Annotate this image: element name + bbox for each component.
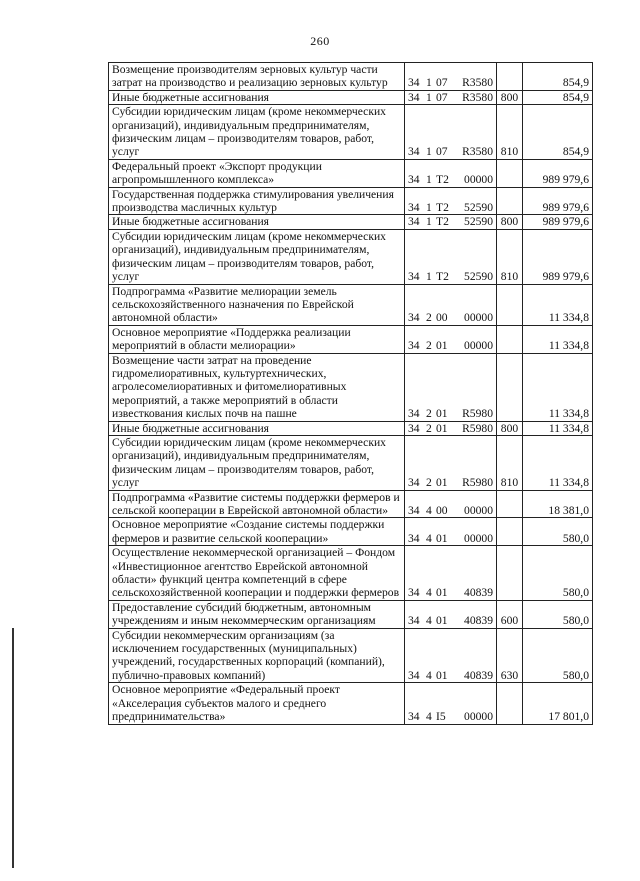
code-part: 2 — [426, 407, 432, 421]
amount-cell: 11 334,8 — [523, 325, 593, 353]
amount-cell: 11 334,8 — [523, 435, 593, 490]
code-part: 07 — [436, 76, 448, 90]
expense-type-cell — [497, 683, 523, 724]
code-part: 00000 — [464, 504, 493, 517]
code-part: 01 — [436, 421, 448, 435]
expense-name-cell: Подпрограмма «Развитие мелиорации земель сельскохозяйственного назначения по Еврейской автономной области» — [109, 284, 405, 325]
target-article-code — [408, 270, 493, 283]
expense-type-cell: 810 — [497, 229, 523, 284]
table-row — [109, 600, 593, 628]
code-part: 52590 — [464, 270, 493, 284]
code-part: 1 — [426, 145, 432, 159]
amount-cell: 580,0 — [523, 546, 593, 601]
expense-name-cell: Основное мероприятие «Создание системы поддержки фермеров и развитие сельской кооперации» — [109, 518, 405, 546]
code-part: 2 — [426, 311, 432, 325]
code-part: 1 — [426, 173, 432, 187]
code-part: 40839 — [464, 614, 493, 628]
target-article-code — [408, 532, 493, 545]
budget-table-body — [109, 63, 593, 725]
code-part: 00000 — [464, 311, 493, 325]
target-article-cell — [405, 229, 497, 284]
target-article-cell — [405, 90, 497, 104]
amount-cell: 989 979,6 — [523, 229, 593, 284]
expense-name-cell: Подпрограмма «Развитие системы поддержки фермеров и сельской кооперации в Еврейской автономной области» — [109, 490, 405, 518]
target-article-cell — [405, 284, 497, 325]
code-part: 4 — [426, 586, 432, 600]
expense-type-cell — [497, 353, 523, 421]
target-article-code — [408, 215, 493, 228]
expense-type-cell — [497, 546, 523, 601]
expense-name-cell: Федеральный проект «Экспорт продукции агропромышленного комплекса» — [109, 159, 405, 187]
target-article-code — [408, 339, 493, 352]
expense-type-cell: 800 — [497, 90, 523, 104]
code-part: T2 — [436, 270, 449, 284]
expense-type-cell — [497, 518, 523, 546]
code-part: 34 — [408, 710, 420, 724]
code-part: T2 — [436, 215, 449, 229]
code-part: 34 — [408, 311, 420, 325]
amount-cell: 17 801,0 — [523, 683, 593, 724]
target-article-code — [408, 710, 493, 723]
expense-name-cell: Основное мероприятие «Федеральный проект «Акселерация субъектов малого и среднего предпринимательства» — [109, 683, 405, 724]
target-article-cell — [405, 628, 497, 683]
code-part: 2 — [426, 339, 432, 353]
code-part: 01 — [436, 407, 448, 421]
expense-name-cell: Субсидии некоммерческим организациям (за исключением государственных (муниципальных) учреждений, государственных корпораций (компаний), публично-правовых компаний) — [109, 628, 405, 683]
amount-cell: 11 334,8 — [523, 421, 593, 435]
amount-cell: 854,9 — [523, 63, 593, 91]
table-row — [109, 284, 593, 325]
table-row — [109, 628, 593, 683]
code-part: T2 — [436, 201, 449, 215]
amount-cell: 854,9 — [523, 90, 593, 104]
expense-name-cell: Возмещение части затрат на проведение гидромелиоративных, культуртехнических, агролесомелиоративных и фитомелиоративных мероприятий, а также мероприятий в области известкования кислых почв на пашне — [109, 353, 405, 421]
table-row — [109, 325, 593, 353]
code-part: 34 — [408, 145, 420, 159]
expense-type-cell: 800 — [497, 215, 523, 229]
code-part: 34 — [408, 668, 420, 682]
code-part: 34 — [408, 215, 420, 229]
expense-type-cell: 810 — [497, 435, 523, 490]
code-part: 01 — [436, 339, 448, 353]
code-part: 40839 — [464, 668, 493, 682]
amount-cell: 11 334,8 — [523, 284, 593, 325]
code-part: 34 — [408, 76, 420, 90]
expense-type-cell: 810 — [497, 105, 523, 160]
code-part: 34 — [408, 90, 420, 104]
table-row — [109, 490, 593, 518]
target-article-cell — [405, 490, 497, 518]
code-part: 07 — [436, 145, 448, 159]
code-part: 4 — [426, 668, 432, 682]
amount-cell: 989 979,6 — [523, 215, 593, 229]
code-part: 1 — [426, 215, 432, 229]
target-article-code — [408, 201, 493, 214]
table-row — [109, 63, 593, 91]
target-article-cell — [405, 518, 497, 546]
code-part: 52590 — [464, 201, 493, 215]
code-part: 34 — [408, 531, 420, 545]
margin-rule — [12, 628, 14, 868]
target-article-code — [408, 614, 493, 627]
table-row — [109, 546, 593, 601]
code-part: 4 — [426, 614, 432, 628]
table-row — [109, 421, 593, 435]
code-part: 01 — [436, 476, 448, 490]
code-part: 34 — [408, 586, 420, 600]
expense-type-cell — [497, 490, 523, 518]
code-part: 1 — [426, 76, 432, 90]
code-part: 34 — [408, 173, 420, 187]
code-part: 34 — [408, 504, 420, 517]
table-row — [109, 187, 593, 215]
code-part: 4 — [426, 531, 432, 545]
code-part: R3580 — [462, 145, 493, 159]
expense-name-cell: Субсидии юридическим лицам (кроме некоммерческих организаций), индивидуальным предпринимателям, физическим лицам – производителям товаров, работ, услуг — [109, 229, 405, 284]
expense-name-cell: Субсидии юридическим лицам (кроме некоммерческих организаций), индивидуальным предпринимателям, физическим лицам – производителям товаров, работ, услуг — [109, 105, 405, 160]
code-part: R5980 — [462, 421, 493, 435]
target-article-code — [408, 669, 493, 682]
expense-type-cell — [497, 325, 523, 353]
code-part: 1 — [426, 270, 432, 284]
expense-name-cell: Основное мероприятие «Поддержка реализации мероприятий в области мелиорации» — [109, 325, 405, 353]
target-article-cell — [405, 159, 497, 187]
target-article-cell — [405, 353, 497, 421]
code-part: 40839 — [464, 586, 493, 600]
target-article-code — [408, 76, 493, 89]
code-part: 34 — [408, 614, 420, 628]
code-part: 34 — [408, 201, 420, 215]
target-article-code — [408, 476, 493, 489]
table-row — [109, 518, 593, 546]
target-article-cell — [405, 600, 497, 628]
code-part: 2 — [426, 421, 432, 435]
code-part: T2 — [436, 173, 449, 187]
code-part: 34 — [408, 421, 420, 435]
page-number: 260 — [310, 34, 330, 48]
table-row — [109, 229, 593, 284]
target-article-cell — [405, 187, 497, 215]
code-part: 07 — [436, 90, 448, 104]
expense-name-cell: Субсидии юридическим лицам (кроме некоммерческих организаций), индивидуальным предпринимателям, физическим лицам – производителям товаров, работ, услуг — [109, 435, 405, 490]
amount-cell: 989 979,6 — [523, 159, 593, 187]
expense-name-cell: Возмещение производителям зерновых культур части затрат на производство и реализацию зерновых культур — [109, 63, 405, 91]
target-article-code — [408, 311, 493, 324]
code-part: 01 — [436, 668, 448, 682]
amount-cell: 854,9 — [523, 105, 593, 160]
table-row — [109, 215, 593, 229]
code-part: 00 — [436, 311, 448, 325]
code-part: 34 — [408, 407, 420, 421]
amount-cell: 580,0 — [523, 600, 593, 628]
expense-name-cell: Иные бюджетные ассигнования — [109, 90, 405, 104]
expense-name-cell: Государственная поддержка стимулирования увеличения производства масличных культур — [109, 187, 405, 215]
code-part: I5 — [436, 710, 446, 724]
target-article-code — [408, 422, 493, 435]
amount-cell: 18 381,0 — [523, 490, 593, 518]
code-part: 1 — [426, 90, 432, 104]
expense-type-cell — [497, 187, 523, 215]
table-row — [109, 353, 593, 421]
code-part: 52590 — [464, 215, 493, 229]
expense-type-cell — [497, 63, 523, 91]
code-part: 00000 — [464, 710, 493, 724]
code-part: R3580 — [462, 76, 493, 90]
code-part: R5980 — [462, 476, 493, 490]
amount-cell: 989 979,6 — [523, 187, 593, 215]
expense-name-cell: Осуществление некоммерческой организацией – Фондом «Инвестиционное агентство Еврейской автономной области» функций центра компетенций в сфере сельскохозяйственной кооперации и поддержки фермеров — [109, 546, 405, 601]
target-article-code — [408, 407, 493, 420]
code-part: 01 — [436, 586, 448, 600]
expense-type-cell — [497, 284, 523, 325]
target-article-code — [408, 173, 493, 186]
code-part: 00000 — [464, 173, 493, 187]
target-article-cell — [405, 215, 497, 229]
expense-name-cell: Иные бюджетные ассигнования — [109, 421, 405, 435]
expense-type-cell: 800 — [497, 421, 523, 435]
target-article-cell — [405, 325, 497, 353]
target-article-cell — [405, 683, 497, 724]
target-article-code — [408, 586, 493, 599]
budget-table — [108, 62, 593, 725]
expense-name-cell: Иные бюджетные ассигнования — [109, 215, 405, 229]
expense-name-cell: Предоставление субсидий бюджетным, автономным учреждениям и иным некоммерческим организациям — [109, 600, 405, 628]
amount-cell: 580,0 — [523, 628, 593, 683]
target-article-cell — [405, 63, 497, 91]
target-article-cell — [405, 546, 497, 601]
code-part: 4 — [426, 504, 432, 517]
table-row — [109, 435, 593, 490]
table-row — [109, 105, 593, 160]
target-article-code — [408, 145, 493, 158]
code-part: 34 — [408, 476, 420, 490]
code-part: 1 — [426, 201, 432, 215]
code-part: 34 — [408, 339, 420, 353]
expense-type-cell: 600 — [497, 600, 523, 628]
expense-type-cell: 630 — [497, 628, 523, 683]
table-row — [109, 683, 593, 724]
amount-cell: 580,0 — [523, 518, 593, 546]
code-part: 4 — [426, 710, 432, 724]
table-row — [109, 90, 593, 104]
table-row — [109, 159, 593, 187]
target-article-cell — [405, 435, 497, 490]
code-part: 00000 — [464, 339, 493, 353]
code-part: R5980 — [462, 407, 493, 421]
code-part: 34 — [408, 270, 420, 284]
code-part: 00000 — [464, 531, 493, 545]
code-part: 00 — [436, 504, 448, 517]
target-article-code — [408, 504, 493, 517]
expense-type-cell — [497, 159, 523, 187]
target-article-code — [408, 91, 493, 104]
amount-cell: 11 334,8 — [523, 353, 593, 421]
code-part: 2 — [426, 476, 432, 490]
target-article-cell — [405, 105, 497, 160]
code-part: 01 — [436, 531, 448, 545]
code-part: 01 — [436, 614, 448, 628]
target-article-cell — [405, 421, 497, 435]
code-part: R3580 — [462, 90, 493, 104]
